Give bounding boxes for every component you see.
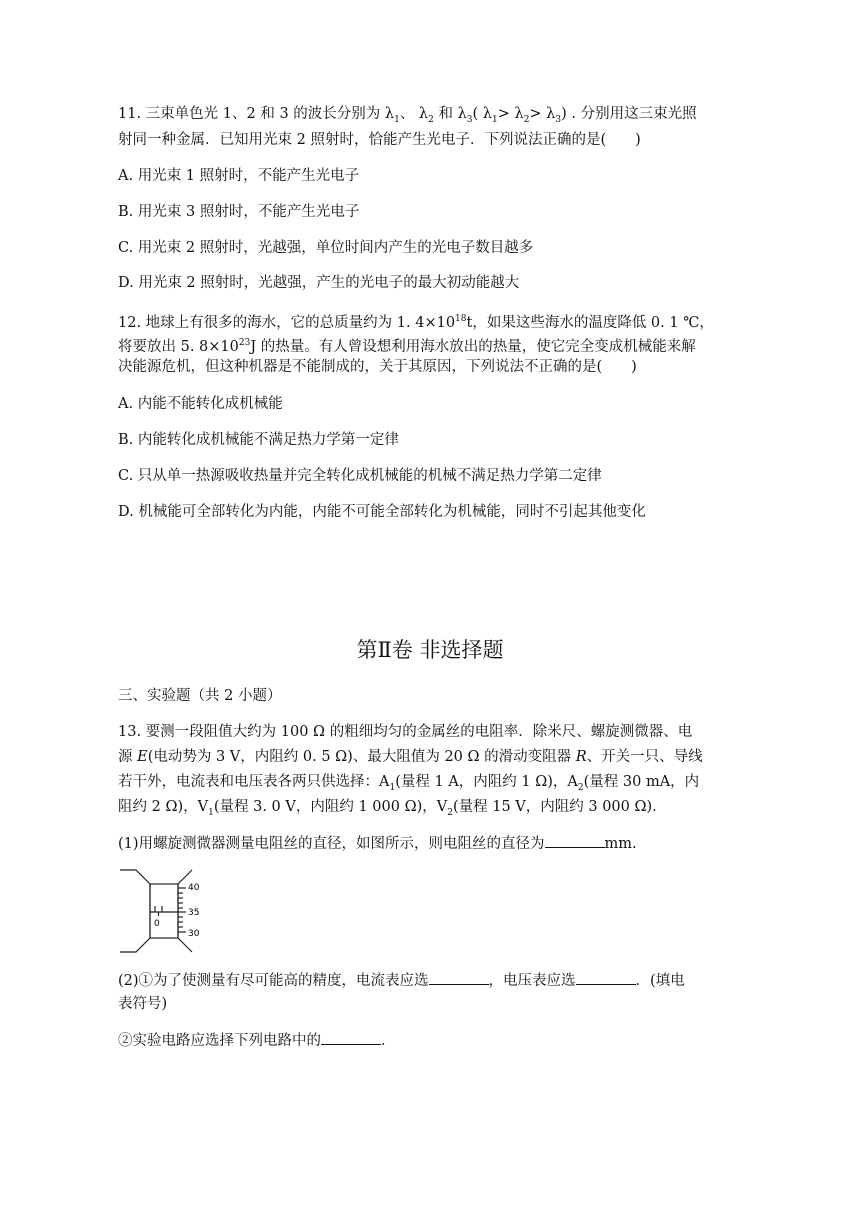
q13-line3: 若干外，电流表和电压表各两只供选择：$A_1$(量程 1 A，内阻约 1 Ω)，$A_2$(量程 30 mA，内 (118, 774, 700, 793)
q12-option-b: B. 内能转化成机械能不满足热力学第一定律 (118, 432, 399, 448)
q11-option-a: A. 用光束 1 照射时，不能产生光电子 (118, 168, 360, 184)
q11-line2: 射同一种金属．已知用光束 2 照射时，恰能产生光电子．下列说法正确的是( ) (118, 132, 641, 148)
q11-option-b: B. 用光束 3 照射时，不能产生光电子 (118, 204, 360, 220)
answer-blank-voltmeter[interactable] (576, 970, 636, 985)
answer-blank-diameter[interactable] (545, 833, 605, 848)
q13-line1: 13. 要测一段阻值大约为 100 Ω 的粗细均匀的金属丝的电阻率．除米尺、螺旋测微器、电 (118, 724, 693, 740)
zero-label: 0 (154, 919, 160, 929)
q12-option-a: A. 内能不能转化成机械能 (118, 396, 283, 412)
q13-part1: (1)用螺旋测微器测量电阻丝的直径，如图所示，则电阻丝的直径为 mm. (118, 833, 637, 854)
section-title: 第Ⅱ卷 非选择题 (356, 638, 504, 662)
tick-label-35: 35 (188, 908, 200, 918)
q11-option-d: D. 用光束 2 照射时，光越强，产生的光电子的最大初动能越大 (118, 275, 520, 291)
q12-line2: 将要放出 5. $8\times 10^{23}J$ 的热量。有人曾设想利用海水放出的热量，使它完全变成机械能来解 (118, 338, 696, 355)
micrometer-figure (118, 868, 208, 954)
q13-line4: 阻约 2 Ω)，$V_1$(量程 3. 0 V，内阻约 1 000 Ω)，$V_2$(量程 15 V，内阻约 3 000 Ω)． (118, 799, 667, 818)
q13-part2-line2: 表符号) (118, 996, 168, 1012)
section-subtitle: 三、实验题（共 2 小题） (118, 688, 282, 704)
q13-part2: (2)①为了使测量有尽可能高的精度，电流表应选 ，电压表应选 ．(填电 (118, 970, 685, 991)
answer-blank-circuit[interactable] (321, 1030, 381, 1045)
tick-label-30: 30 (188, 929, 200, 939)
q12-line1: 12. 地球上有很多的海水，它的总质量约为 1. $4\times 10^{18}t$，如果这些海水的温度降低 0. 1 ℃， (118, 314, 714, 331)
q13-part3: ②实验电路应选择下列电路中的 ． (118, 1030, 396, 1051)
q13-line2: 源 E(电动势为 3 V，内阻约 0. 5 Ω)、最大阻值为 20 Ω 的滑动变阻器 R、开关一只、导线 (118, 749, 703, 765)
q12-option-c: C. 只从单一热源吸收热量并完全转化成机械能的机械不满足热力学第二定律 (118, 468, 602, 484)
tick-label-40: 40 (188, 883, 200, 893)
sleeve-body (150, 884, 178, 938)
q11-line1: 11. 三束单色光 1、2 和 3 的波长分别为 $\lambda_1$、 $\lambda_2$ 和 $\lambda_3$( $\lambda_1> \lambda_2> \lambda_3$) . 分别用这三束光照 (118, 106, 697, 125)
q12-option-d: D. 机械能可全部转化为内能，内能不可能全部转化为机械能，同时不引起其他变化 (118, 504, 646, 520)
q11-option-c: C. 用光束 2 照射时，光越强，单位时间内产生的光电子数目越多 (118, 240, 534, 256)
sleeve-outline (120, 870, 150, 952)
q12-line3: 决能源危机，但这种机器是不能制成的，关于其原因，下列说法不正确的是( ) (118, 359, 637, 375)
answer-blank-ammeter[interactable] (429, 970, 489, 985)
